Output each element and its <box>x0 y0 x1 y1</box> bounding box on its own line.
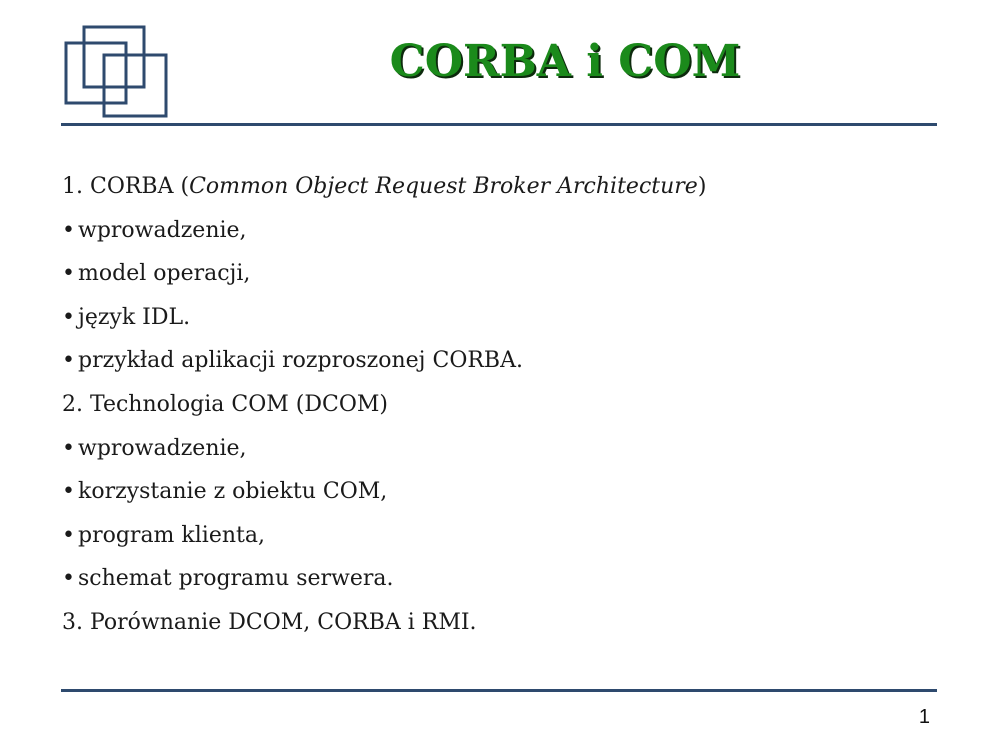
agenda-item-corba-example: • przykład aplikacji rozproszonej CORBA. <box>62 339 706 383</box>
header-divider <box>61 123 937 126</box>
page-number: 1 <box>918 706 930 728</box>
overlapping-squares-logo-icon <box>64 25 172 121</box>
agenda-item-server-schema: • schemat programu serwera. <box>62 557 706 601</box>
agenda-heading-corba-prefix: 1. CORBA ( <box>62 174 190 199</box>
agenda-list <box>62 165 706 645</box>
agenda-heading-corba-expansion: Common Object Request Broker Architecture <box>189 174 698 199</box>
agenda-heading-com: 2. Technologia COM (DCOM) <box>62 391 388 417</box>
agenda-heading-corba <box>62 165 706 209</box>
agenda-item-corba-introduction: • wprowadzenie, <box>62 209 706 253</box>
agenda-item-using-com-object: • korzystanie z obiektu COM, <box>62 470 706 514</box>
agenda-item-client-program: • program klienta, <box>62 514 706 558</box>
slide-title: CORBA i COM <box>389 36 741 87</box>
footer-divider <box>61 689 937 692</box>
agenda-heading-comparison: 3. Porównanie DCOM, CORBA i RMI. <box>62 609 477 635</box>
agenda-item-idl-language: • język IDL. <box>62 296 706 340</box>
agenda-item-com-introduction: • wprowadzenie, <box>62 427 706 471</box>
agenda-heading-corba-suffix: ) <box>697 174 707 199</box>
agenda-item-operation-model: • model operacji, <box>62 252 706 296</box>
